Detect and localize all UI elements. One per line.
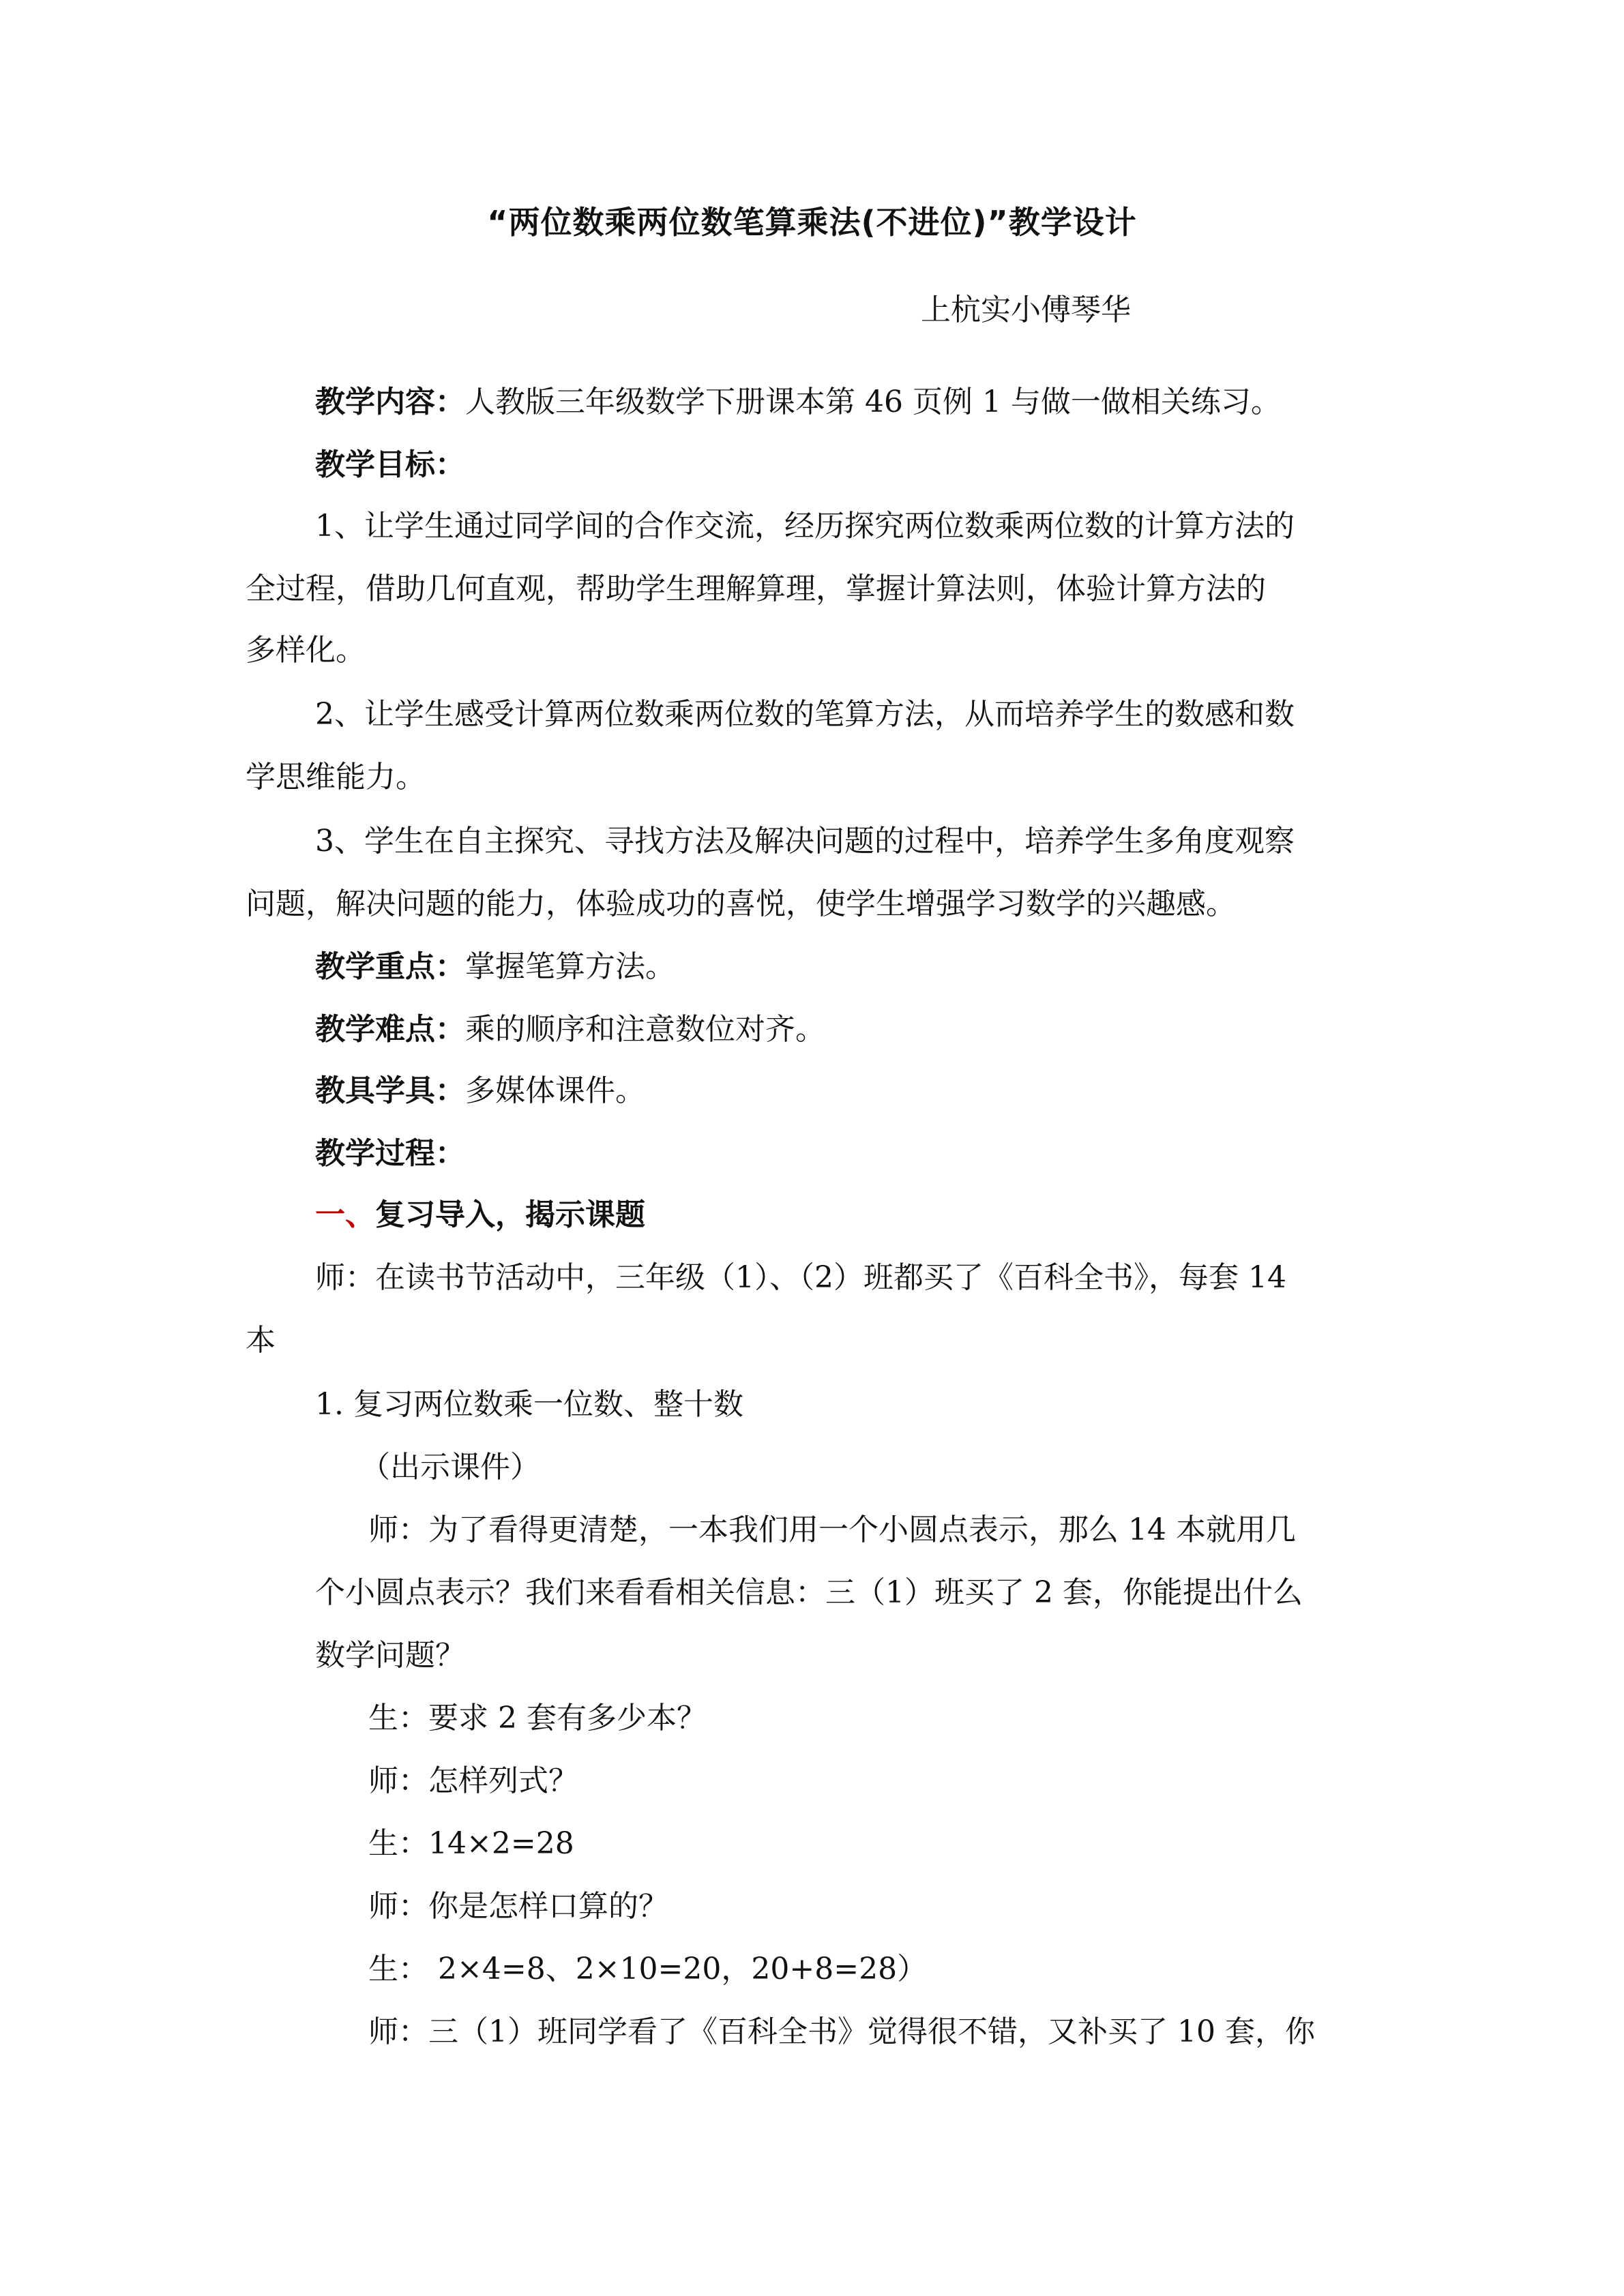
para1-line2: 本 bbox=[246, 1323, 276, 1358]
teaching-content bbox=[315, 382, 1281, 423]
difficulty-point bbox=[315, 1009, 825, 1050]
dialogue-teacher-1: 师：怎样列式？ bbox=[368, 1763, 578, 1798]
goal2-line2: 学思维能力。 bbox=[246, 760, 426, 794]
section1-number: 一、 bbox=[315, 1197, 375, 1232]
goals-label: 教学目标： bbox=[315, 447, 465, 482]
para2-line2: 个小圆点表示？我们来看看相关信息：三（1）班买了 2 套，你能提出什么 bbox=[315, 1575, 1303, 1610]
section1-title: 复习导入，揭示课题 bbox=[375, 1197, 645, 1232]
list-item-1: 1. 复习两位数乘一位数、整十数 bbox=[315, 1387, 743, 1422]
key-label: 教学重点： bbox=[315, 949, 465, 984]
tools-text: 多媒体课件。 bbox=[465, 1073, 645, 1108]
dialogue-student-3: 生： 2×4=8、2×10=20，20+8=28） bbox=[368, 1952, 928, 1986]
goal1-line1: 1、让学生通过同学间的合作交流，经历探究两位数乘两位数的计算方法的 bbox=[315, 509, 1295, 543]
content-text: 人教版三年级数学下册课本第 46 页例 1 与做一做相关练习。 bbox=[465, 385, 1281, 419]
key-text: 掌握笔算方法。 bbox=[465, 949, 675, 984]
show-courseware: （出示课件） bbox=[360, 1450, 540, 1485]
page-title: “两位数乘两位数笔算乘法(不进位)”教学设计 bbox=[487, 204, 1137, 241]
teaching-tools bbox=[315, 1071, 645, 1112]
goal1-line3: 多样化。 bbox=[246, 633, 366, 668]
content-label: 教学内容： bbox=[315, 385, 465, 419]
para1-line1: 师：在读书节活动中，三年级（1）、（2）班都买了《百科全书》，每套 14 bbox=[315, 1260, 1286, 1295]
dialogue-student-2: 生：14×2=28 bbox=[368, 1826, 574, 1861]
goal2-line1: 2、让学生感受计算两位数乘两位数的笔算方法，从而培养学生的数感和数 bbox=[315, 697, 1295, 732]
dialogue-teacher-3: 师：三（1）班同学看了《百科全书》觉得很不错，又补买了 10 套，你 bbox=[368, 2014, 1315, 2049]
key-point bbox=[315, 946, 675, 987]
process-label: 教学过程： bbox=[315, 1136, 465, 1171]
difficulty-label: 教学难点： bbox=[315, 1012, 465, 1047]
goal3-line1: 3、学生在自主探究、寻找方法及解决问题的过程中，培养学生多角度观察 bbox=[315, 824, 1295, 859]
tools-label: 教具学具： bbox=[315, 1073, 465, 1108]
goal3-line2: 问题，解决问题的能力，体验成功的喜悦，使学生增强学习数学的兴趣感。 bbox=[246, 886, 1236, 921]
para2-line3: 数学问题？ bbox=[315, 1638, 465, 1673]
dialogue-student-1: 生：要求 2 套有多少本？ bbox=[368, 1701, 707, 1735]
section1-heading bbox=[315, 1195, 645, 1236]
difficulty-text: 乘的顺序和注意数位对齐。 bbox=[465, 1012, 825, 1047]
goal1-line2: 全过程，借助几何直观，帮助学生理解算理，掌握计算法则，体验计算方法的 bbox=[246, 571, 1266, 606]
dialogue-teacher-2: 师：你是怎样口算的？ bbox=[368, 1889, 668, 1924]
para2-line1: 师：为了看得更清楚，一本我们用一个小圆点表示，那么 14 本就用几 bbox=[368, 1512, 1296, 1547]
author-line: 上杭实小傅琴华 bbox=[921, 293, 1131, 327]
